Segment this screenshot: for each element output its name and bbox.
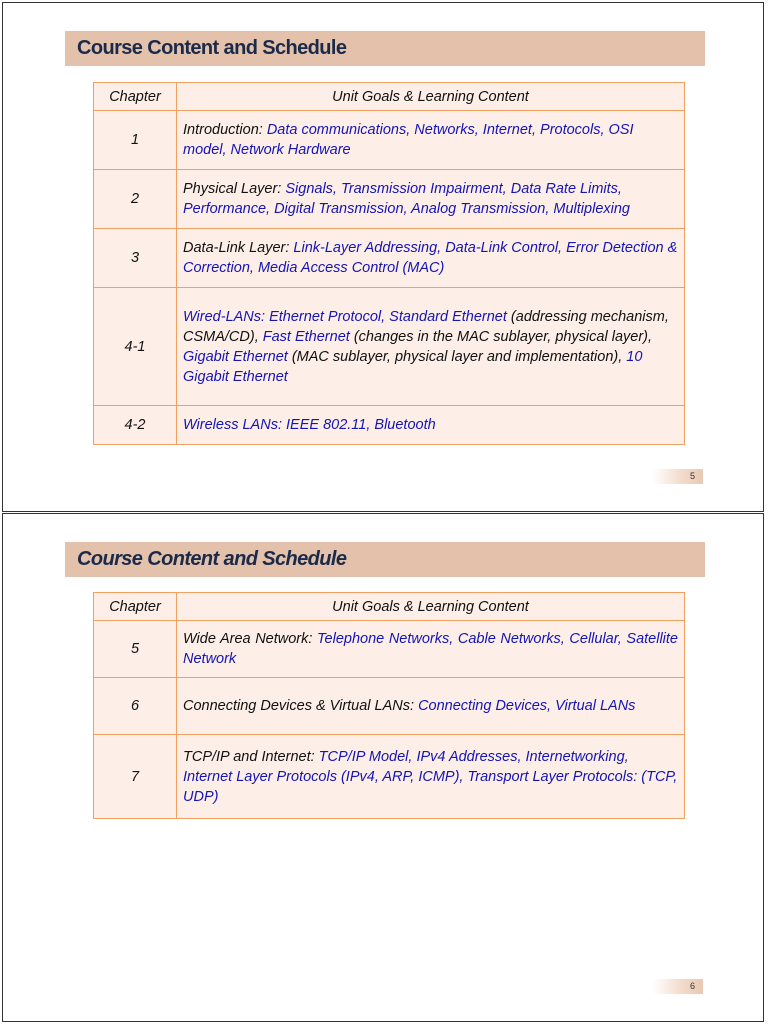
content-detail: (MAC sublayer, physical layer and implementation), [291,348,627,365]
slide-title: Course Content and Schedule [77,37,347,59]
course-content-table [93,82,685,445]
table-row [94,735,685,819]
content-topic: Gigabit Ethernet [183,348,292,365]
course-content-table [93,592,685,819]
content-cell [177,170,685,229]
slide-title-bar [65,31,705,66]
chapter-cell: 4-2 [94,406,177,445]
content-lead: TCP/IP and Internet: [183,748,319,765]
chapter-cell: 5 [94,621,177,678]
content-lead: Connecting Devices & Virtual LANs: [183,698,419,714]
content-topics: Link-Layer Addressing, Data-Link Control, Error Detection & Correction, Media Access Control (MAC) [183,240,678,276]
table-row [94,678,685,735]
chapter-cell: 6 [94,678,177,735]
content-topics: Signals, Transmission Impairment, Data Rate Limits, Performance, Digital Transmission, Analog Transmission, Multiplexing [183,181,630,217]
content-cell [177,678,685,735]
table-row [94,170,685,229]
chapter-cell: 2 [94,170,177,229]
content-lead: Physical Layer: [183,181,286,197]
header-content: Unit Goals & Learning Content [177,83,685,111]
content-lead: Wired-LANs: [183,308,270,325]
content-cell [177,288,685,406]
content-topics: Telephone Networks, Cable Networks, Cellular, Satellite Network [183,631,678,667]
table-header-row [94,83,685,111]
chapter-cell: 4-1 [94,288,177,406]
content-detail: (changes in the MAC sublayer, physical layer), [353,328,653,345]
header-chapter: Chapter [94,593,177,621]
content-lead: Wide Area Network: [183,631,318,647]
chapter-cell: 3 [94,229,177,288]
table-row [94,229,685,288]
page-number: 6 [653,979,703,994]
content-topics: Connecting Devices, Virtual LANs [418,698,636,714]
content-lead: Introduction: [183,122,267,138]
content-cell [177,621,685,678]
chapter-cell: 7 [94,735,177,819]
table-header-row [94,593,685,621]
table-row [94,288,685,406]
header-chapter: Chapter [94,83,177,111]
content-detail: (addressing mechanism, CSMA/CD), [183,308,669,345]
header-content: Unit Goals & Learning Content [177,593,685,621]
content-topics: TCP/IP Model, IPv4 Addresses, Internetworking, Internet Layer Protocols (IPv4, ARP, ICMP), Transport Layer Protocols: (TCP, UDP) [183,748,678,805]
content-topics: Data communications, Networks, Internet, Protocols, OSI model, Network Hardware [183,122,634,158]
slide-6 [2,513,764,1022]
content-topic: 10 Gigabit Ethernet [183,348,643,385]
content-cell [177,229,685,288]
table-row [94,111,685,170]
slide-title: Course Content and Schedule [77,548,347,570]
content-cell [177,735,685,819]
content-cell [177,406,685,445]
slide-title-bar [65,542,705,577]
slide-5 [2,2,764,512]
table-row [94,406,685,445]
content-cell [177,111,685,170]
page-number: 5 [653,469,703,484]
chapter-cell: 1 [94,111,177,170]
table-row [94,621,685,678]
content-lead: Data-Link Layer: [183,240,294,256]
content-topics: Wireless LANs: IEEE 802.11, Bluetooth [183,417,436,433]
content-topic: Ethernet Protocol, Standard Ethernet [269,308,511,325]
content-topic: Fast Ethernet [262,328,354,345]
